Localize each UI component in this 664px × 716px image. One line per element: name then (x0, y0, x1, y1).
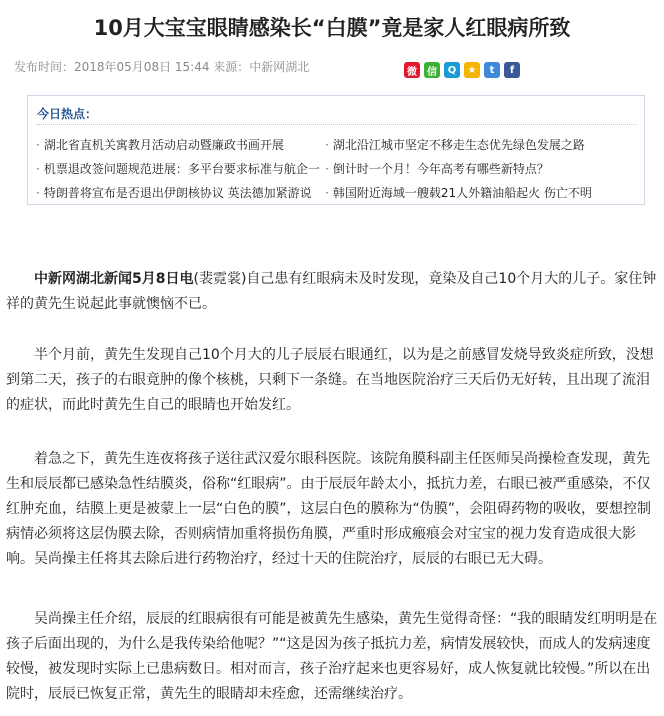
hot-news-item[interactable]: · 湖北省直机关寓教月活动启动暨廉政书画开展 (36, 138, 284, 152)
hot-news-box (27, 95, 645, 205)
qq-icon[interactable]: Q (444, 62, 460, 78)
article-title: 10月大宝宝眼睛感染长“白膜”竟是家人红眼病所致 (93, 16, 571, 40)
hot-news-item[interactable]: · 倒计时一个月！今年高考有哪些新特点？ (325, 162, 549, 176)
paragraph: 半个月前，黄先生发现自己10个月大的儿子辰辰右眼通红，以为是之前感冒发烧导致炎症所致，没想到第二天，孩子的右眼竟肿的像个核桃，只剩下一条缝。在当地医院治疗三天后仍无好转，且出现了流泪的症状，而此时黄先生自己的眼睛也开始发红。 (6, 347, 654, 413)
wechat-icon[interactable]: 信 (424, 62, 440, 78)
paragraph: 中新网湖北新闻5月8日电(裴霓裳)自己患有红眼病未及时发现，竟染及自己10个月大的儿子。家住钟祥的黄先生说起此事就懊恼不已。 (6, 271, 657, 312)
hot-news-item[interactable]: · 韩国附近海域一艘载21人外籍油船起火 伤亡不明 (325, 186, 592, 200)
article-meta: 发布时间：2018年05月08日 15:44 来源：中新网湖北 (14, 60, 310, 74)
tencent-weibo-icon[interactable]: t (484, 62, 500, 78)
qzone-icon[interactable]: ★ (464, 62, 480, 78)
weibo-icon[interactable]: 微 (404, 62, 420, 78)
divider (36, 124, 636, 125)
facebook-icon[interactable]: f (504, 62, 520, 78)
paragraph: 吴尚操主任介绍，辰辰的红眼病很有可能是被黄先生感染，黄先生觉得奇怪：“我的眼睛发红明明是在孩子后面出现的，为什么是我传染给他呢？”“这是因为孩子抵抗力差，病情发展较快，而成人的发病速度较慢，被发现时实际上已患病数日。相对而言，孩子治疗起来也更容易好，成人恢复就比较慢。”所以在出院时，辰辰已恢复正常，黄先生的眼睛却未痊愈，还需继续治疗。 (6, 611, 658, 702)
lead-source: 中新网湖北新闻5月8日电 (34, 271, 194, 287)
hot-news-item[interactable]: · 特朗普将宣布是否退出伊朗核协议 英法德加紧游说 (36, 186, 312, 200)
share-bar (404, 62, 520, 78)
hot-news-item[interactable]: · 湖北沿江城市坚定不移走生态优先绿色发展之路 (325, 138, 585, 152)
paragraph: 着急之下，黄先生连夜将孩子送往武汉爱尔眼科医院。该院角膜科副主任医师吴尚操检查发现，黄先生和辰辰都已感染急性结膜炎，俗称“红眼病”。由于辰辰年龄太小，抵抗力差，右眼已被严重感染，不仅红肿充血，结膜上更是被蒙上一层“白色的膜”，这层白色的膜称为“伪膜”，会阻碍药物的吸收，要想控制病情必须将这层伪膜去除，否则病情加重将损伤角膜，严重时形成瘢痕会对宝宝的视力发育造成很大影响。吴尚操主任将其去除后进行药物治疗，经过十天的住院治疗，辰辰的右眼已无大碍。 (6, 451, 652, 567)
hot-news-label: 今日热点： (37, 107, 98, 121)
hot-news-item[interactable]: · 机票退改签问题规范进展：多平台要求标准与航企一 (36, 162, 320, 176)
